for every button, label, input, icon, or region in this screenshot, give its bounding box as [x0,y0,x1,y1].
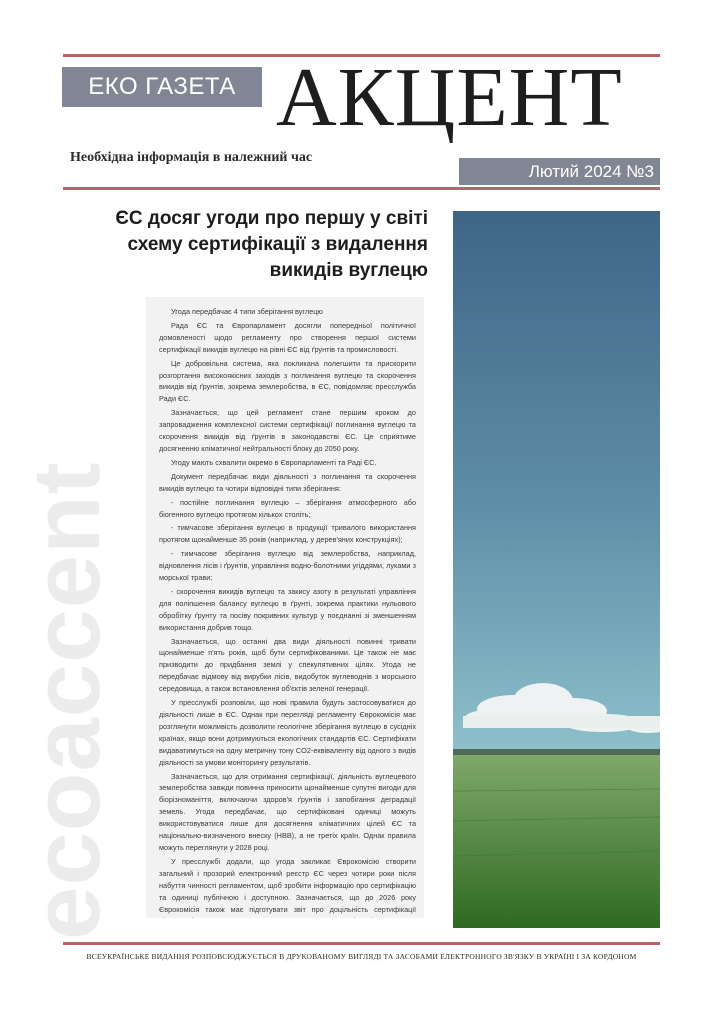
footer-distribution-note: ВСЕУКРАЇНСЬКЕ ВИДАННЯ РОЗПОВСЮДЖУЄТЬСЯ В ДРУКОВАНОМУ ВИГЛЯДІ ТА ЗАСОБАМИ ЕЛЕКТРОННОГО ЗВ'ЯЗКУ В УКРАЇНІ І ЗА КОРДОНОМ [86,952,637,961]
footer-rule [63,942,660,945]
article-paragraph: - скорочення викидів вуглецю та закису азоту в результаті управління для поліпшення балансу вуглецю в ґрунті, зокрема практики нульового обробітку ґрунту та посіву покривних культур у поєднанні зі зменшенням використання добрив тощо. [159,586,416,632]
article-paragraph: Угода передбачає 4 типи зберігання вуглецю [171,307,323,316]
article-body [146,297,424,918]
ecoaccent-watermark: ecoaccent [13,461,120,940]
article-paragraph: Угоду мають схвалити окремо в Європарламенті та Раді ЄС. [171,457,377,467]
article-paragraph: Зазначається, що для отримання сертифікації, діяльність вуглецевого землеробства завжди повинна приносити щонайменше супутні вигоди для біорізноманіття, включаючи здоров'я ґрунтів і запобігання деградації земель. Угода передбачає, що сертифіковані одиниці можуть використовуватися лише для досягнення кліматичних цілей ЄС та національно-визначеного внеску (НВВ), а не третіх країн. Однак правила можуть переглянути у 2028 році. [159,771,416,852]
article-paragraph: Документ передбачає види діяльності з поглинання та скорочення викидів вуглецю та чотири відповідні типи зберігання: [159,471,416,493]
tagline: Необхідна інформація в належний час [70,150,313,165]
landscape-photo [453,211,660,928]
field [453,755,660,928]
article-paragraph: Це добровільна система, яка покликана полегшити та прискорити розгортання високоякісних заходів з поглинання вуглецю та скорочення викидів від ґрунтів, зокрема землеробства, в ЄС, повідомляє пресслужба Ради ЄС. [159,358,416,404]
issue-date: Лютий 2024 №3 [459,158,660,185]
landscape-field-sky-icon [453,211,660,928]
article-paragraph: Зазначається, що останні два види діяльності повинні тривати щонайменше п'ять років, щоб бути сертифікованими. Це також не має призводити до придбання землі у спекулятивних цілях. Угода не передбачає відмову від вирубки лісів, видобуток вуглеводнів з морського середовища, а також встановлення об'єктів зеленої генерації. [159,636,416,694]
article-paragraph: - постійне поглинання вуглецю – зберігання атмосферного або біогенного вуглецю протягом кількох століть; [159,497,416,519]
article-paragraph: У пресслужбі додали, що угода закликає Єврокомісію створити загальний і прозорий електронний реєстр ЄС через чотири роки після набуття чинності регламентом, щоб зробити інформацію про сертифікацію та одиниці публічною і доступною. Зазначається, що до 2026 року Єврокомісія також має підготувати звіт про доцільність сертифікації [159,856,416,914]
masthead-title: АКЦЕНТ [276,51,623,144]
article-headline: ЄС досяг угоди про першу у світі схему сертифікації з видалення викидів вуглецю [115,208,428,281]
article-paragraph: - тимчасове зберігання вуглецю в продукції тривалого використання протягом щонайменше 35 років (наприклад, у дерев'яних конструкціях); [159,523,416,545]
eco-gazette-label: ЕКО ГАЗЕТА [62,67,262,107]
article-paragraph: Рада ЄС та Європарламент досягли попередньої політичної домовленості щодо регламенту про створення першої системи сертифікації викидів вуглецю на рівні ЄС від ґрунтів та промисловості. [159,320,416,354]
article-paragraph: - тимчасове зберігання вуглецю від землеробства, наприклад, відновлення лісів і ґрунтів, управління водно-болотними угіддями, луками з морської трави; [159,549,416,583]
article-paragraph: У пресслужбі розповіли, що нові правила будуть застосовуватися до діяльності лише в ЄС. Однак при перегляді регламенту Єврокомісія має розглянути можливість дозволити геологічне зберігання вуглецю в сусідніх країнах, якщо вони дотримуються екологічних стандартів ЄС. Сертифікати видаватимуться на одну метричну тону CO2-еквіваленту від одного з видів діяльності за умови моніторингу результатів. [159,698,416,767]
sky [453,211,660,756]
horizon-tree-line [453,749,660,755]
header-bottom-rule [63,187,660,190]
article-paragraph: Зазначається, що цей регламент стане першим кроком до запровадження комплексної системи сертифікації поглинання вуглецю та скорочення викидів від ґрунтів в законодавстві ЄС. Це сприятиме досягненню кліматичної нейтральності блоку до 2050 року. [159,408,416,453]
